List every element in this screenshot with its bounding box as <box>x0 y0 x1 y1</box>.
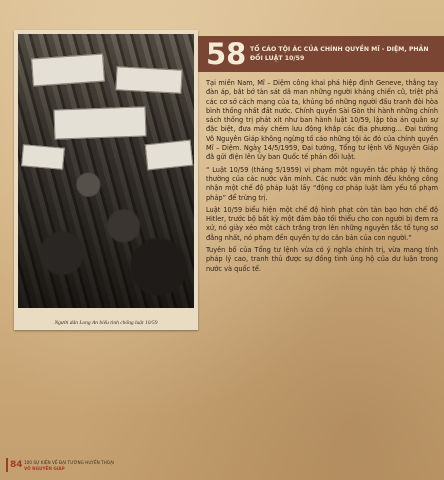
paragraph: Tuyên bố của Tổng tư lệnh vừa có ý nghĩa chính trị, vừa mang tính pháp lý cao, tranh thủ được sự đồng tình ủng hộ của dư luận trong nước và quốc tế. <box>206 246 438 273</box>
chapter-number: 58 <box>206 37 247 71</box>
photo-caption: Người dân Long An biểu tình chống luật 10/59 <box>54 320 158 326</box>
protest-banner <box>145 140 193 171</box>
protest-banner <box>115 66 182 93</box>
protest-banner <box>31 54 105 87</box>
historical-photo-frame <box>14 30 198 330</box>
paragraph: Tại miền Nam, Mĩ – Diệm công khai phá hiệp định Geneve, thẳng tay đàn áp, bắt bớ tàn sát dã man những người kháng chiến cũ, triệt phá các cơ sở cách mạng của ta, khủng bố những người đấu tranh đòi hòa bình thống nhất đất nước. Chính quyền Sài Gòn thi hành những chính sách thống trị phát xít như ban hành luật 10/59, lập tòa án quân sự đặc biệt, đưa máy chém lưu động khắp các địa phương… Đại tướng Võ Nguyên Giáp không ngừng tố cáo những tội ác đó của chính quyền Mĩ – Diệm. Ngày 14/5/1959, Đại tướng, Tổng tư lệnh Võ Nguyên Giáp đã gửi điện lên Ủy ban Quốc tế phản đối luật. <box>206 79 438 162</box>
protest-banner <box>21 144 65 170</box>
footer-accent-rule <box>6 458 8 472</box>
chapter-title: TỐ CÁO TỘI ÁC CỦA CHÍNH QUYỀN MĨ - DIỆM, PHẢN ĐỐI LUẬT 10/59 <box>250 46 429 62</box>
protest-photo <box>18 34 194 308</box>
paragraph: Luật 10/59 biểu hiện một chế độ hình phạt còn tàn bạo hơn chế độ Hitler, trước bộ bất kỳ một đảm bảo tối thiểu cho con người bị đem ra xử, nó giày xéo một cách trắng trợn lên những nguyên tắc tố tụng sơ đẳng nhất, nó phạm đến quyền tự do căn bản của con người.” <box>206 205 438 242</box>
footer-book-title: 100 SỰ KIỆN VỀ ĐẠI TƯỚNG HUYỀN THOẠI <box>24 460 115 465</box>
protest-banner <box>54 106 147 139</box>
paragraph: “ Luật 10/59 (tháng 5/1959) vi phạm một nguyên tắc pháp lý thông thường của các nước văn minh. Các nước văn minh đều không công nhận một chế độ pháp luật lấy “động cơ pháp luật làm yếu tố phạm pháp” để trừng trị. <box>206 165 438 202</box>
page-number: 84 <box>10 460 23 470</box>
footer-subject: VÕ NGUYÊN GIÁP <box>24 466 65 471</box>
article-body <box>206 79 438 277</box>
